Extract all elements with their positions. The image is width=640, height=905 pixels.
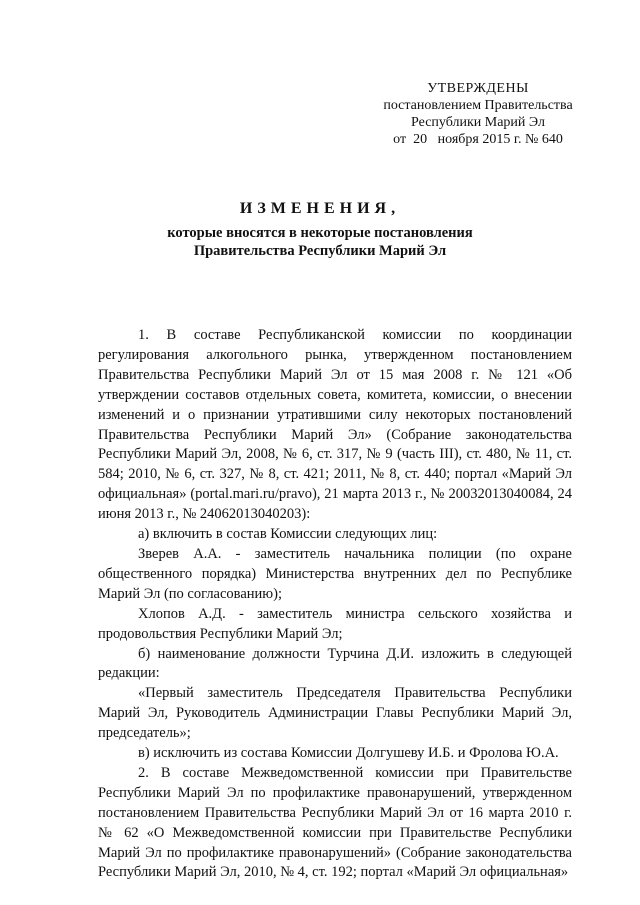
document-subtitle <box>120 224 520 260</box>
paragraph-subitem-a: а) включить в состав Комиссии следующих лиц: <box>138 526 438 543</box>
subtitle-line-1: которые вносятся в некоторые постановления <box>167 225 473 241</box>
paragraph-person-zverev: Зверев А.А. - заместитель начальника полиции (по охране общественного порядка) Министерства внутренних дел по Республике Марий Эл (по согласованию); <box>98 545 572 602</box>
paragraph-quote: «Первый заместитель Председателя Правительства Республики Марий Эл, Руководитель Администрации Главы Республики Марий Эл, председатель»; <box>98 685 572 742</box>
approval-line-date: от 20 ноября 2015 г. № 640 <box>393 132 563 147</box>
paragraph-item-1: 1. В составе Республиканской комиссии по координации регулирования алкогольного рынка, утвержденном постановлением Правительства Республики Марий Эл от 15 мая 2008 г. № 121 «Об утверждении составов отдельных совета, комитета, комиссии, о внесении изменений и о признании утратившими силу некоторых постановлений Правительства Республики Марий Эл» (Собрание законодательства Республики Марий Эл, 2008, № 6, ст. 317, № 9 (часть III), ст. 480, № 11, ст. 584; 2010, № 6, ст. 327, № 8, ст. 421; 2011, № 8, ст. 440; портал «Марий Эл официальная» (portal.mari.ru/pravo), 21 марта 2013 г., № 20032013040084, 24 июня 2013 г., № 24062013040203): <box>98 327 572 523</box>
paragraph-subitem-c: в) исключить из состава Комиссии Долгушеву И.Б. и Фролова Ю.А. <box>138 745 559 762</box>
approval-stamp <box>368 80 588 148</box>
paragraph-subitem-b: б) наименование должности Турчина Д.И. изложить в следующей редакции: <box>98 645 572 682</box>
subtitle-line-2: Правительства Республики Марий Эл <box>193 243 447 259</box>
approval-line-decree: постановлением Правительства <box>383 98 573 113</box>
approval-line-republic: Республики Марий Эл <box>411 115 545 130</box>
approval-heading: УТВЕРЖДЕНЫ <box>427 81 529 96</box>
paragraph-item-2: 2. В составе Межведомственной комиссии при Правительстве Республики Марий Эл по профилактике правонарушений, утвержденном постановлением Правительства Республики Марий Эл от 16 марта 2010 г. № 62 «О Межведомственной комиссии при Правительстве Республики Марий Эл по профилактике правонарушений» (Собрание законодательства Республики Марий Эл, 2010, № 4, ст. 192; портал «Марий Эл официальная» <box>98 764 572 881</box>
document-body <box>98 326 572 883</box>
paragraph-person-khlopov: Хлопов А.Д. - заместитель министра сельского хозяйства и продовольствия Республики Марий Эл; <box>98 605 572 642</box>
document-title: ИЗМЕНЕНИЯ, <box>239 200 401 217</box>
